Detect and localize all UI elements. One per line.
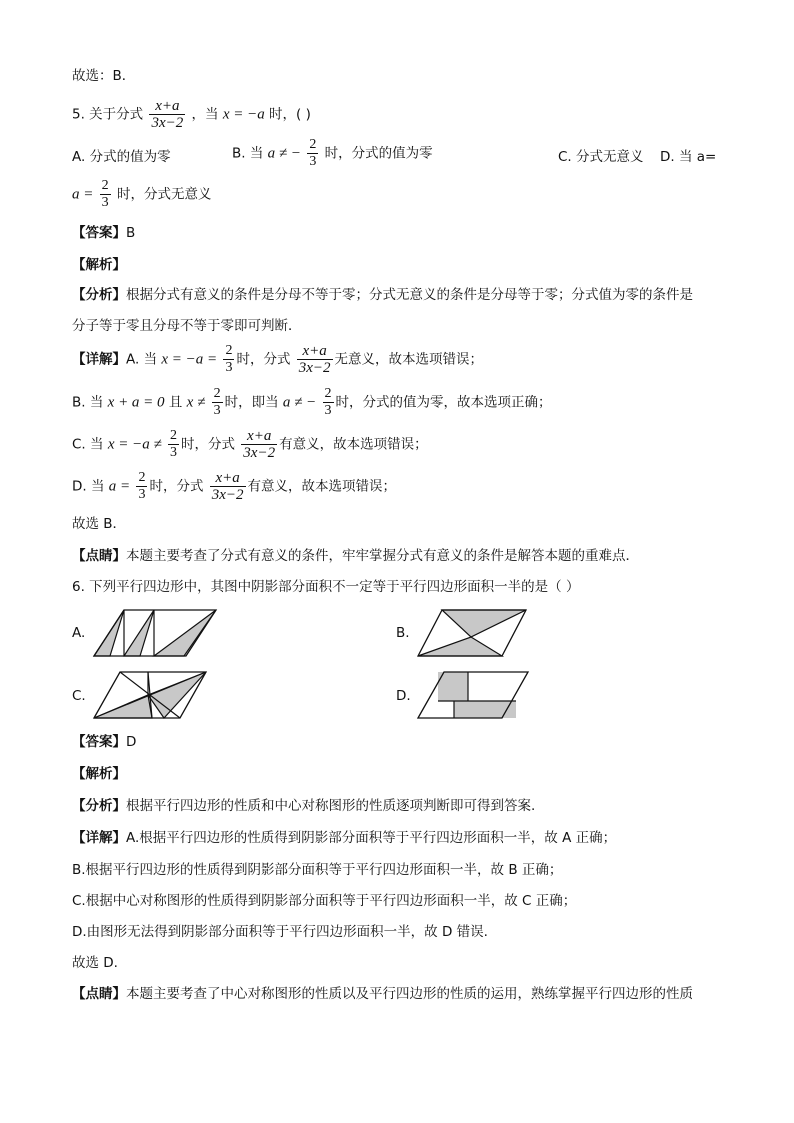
fraction: $\frac{2}{3}$	[101, 178, 109, 210]
figure-label-b: B.	[396, 625, 410, 641]
shaded-triangle	[418, 637, 502, 656]
fraction: $\frac{2}{3}$	[309, 137, 317, 169]
analysis-6: 【分析】根据平行四边形的性质和中心对称图形的性质逐项判断即可得到答案.	[72, 798, 536, 814]
parallelogram-figure-c	[92, 669, 210, 721]
question-5: 5. 关于分式 $\frac{x+a}{3x-2}$ ，当 x = −a 时，( )	[72, 98, 311, 131]
shaded-triangle	[124, 610, 154, 656]
detail-6-c: C.根据中心对称图形的性质得到阴影部分面积等于平行四边形面积一半，故 C 正确；	[72, 893, 577, 909]
analysis-header-5: 【解析】	[72, 257, 126, 273]
analysis-header-6: 【解析】	[72, 766, 126, 782]
detail-5-c: C. 当 x = −a ≠ $\frac{2}{3}$ 时，分式 $\frac{x+a}{3x-2}$ 有意义，故本选项错误；	[72, 428, 428, 461]
condition: x = −a	[222, 106, 265, 123]
detail-6-a: 【详解】A.根据平行四边形的性质得到阴影部分面积等于平行四边形面积一半，故 A 正确；	[72, 830, 617, 846]
analysis-5-line1: 【分析】根据分式有意义的条件是分母不等于零；分式无意义的条件是分母等于零；分式值为零的条件是	[72, 287, 693, 303]
option-d: D. 当 a=	[660, 149, 717, 165]
detail-5-d: D. 当 a = $\frac{2}{3}$ 时，分式 $\frac{x+a}{3x-2}$ 有意义，故本选项错误；	[72, 470, 397, 503]
question-6: 6. 下列平行四边形中，其图中阴影部分面积不一定等于平行四边形面积一半的是（ ）	[72, 579, 580, 595]
detail-6-d: D.由图形无法得到阴影部分面积等于平行四边形面积一半，故 D 错误.	[72, 924, 488, 940]
detail-5-a: 【详解】A. 当 x = −a = $\frac{2}{3}$ 时，分式 $\frac{x+a}{3x-2}$ 无意义，故本选项错误；	[72, 343, 484, 376]
figure-label-a: A.	[72, 625, 86, 641]
answer-6: 【答案】D	[72, 734, 137, 750]
detail-5-b: B. 当 x + a = 0 且 x ≠ $\frac{2}{3}$ 时，即当 a ≠ − $\frac{2}{3}$ 时，分式的值为零，故本选项正确；	[72, 386, 552, 418]
question-number: 5. 关于分式	[72, 106, 144, 123]
answer-5: 【答案】B	[72, 225, 136, 241]
shaded-rectangle	[438, 672, 468, 701]
analysis-5-line2: 分子等于零且分母不等于零即可判断．	[72, 318, 302, 334]
shaded-triangle	[148, 672, 206, 718]
comment-5: 【点睛】本题主要考查了分式有意义的条件，牢牢掌握分式有意义的条件是解答本题的重难点．	[72, 548, 639, 564]
shaded-triangle	[154, 610, 216, 656]
figure-label-c: C.	[72, 688, 86, 704]
option-d-continued: a = $\frac{2}{3}$ 时，分式无意义	[72, 178, 212, 210]
option-b: B. 当 a ≠ − $\frac{2}{3}$ 时，分式的值为零	[232, 137, 433, 169]
conclusion-6: 故选 D.	[72, 955, 118, 971]
parallelogram-figure-d	[416, 669, 532, 721]
figure-label-d: D.	[396, 688, 411, 704]
comment-6: 【点睛】本题主要考查了中心对称图形的性质以及平行四边形的性质的运用，熟练掌握平行四边形的性质	[72, 986, 693, 1002]
conclusion-5: 故选 B．	[72, 516, 127, 532]
detail-6-b: B.根据平行四边形的性质得到阴影部分面积等于平行四边形面积一半，故 B 正确；	[72, 862, 563, 878]
parallelogram-figure-a	[92, 607, 220, 659]
parallelogram-figure-b	[416, 607, 530, 659]
fraction: $\frac{x+a}{3x-2}$	[151, 98, 184, 131]
option-c: C. 分式无意义	[558, 149, 644, 165]
text-line: 故选：B．	[72, 68, 136, 84]
option-a: A. 分式的值为零	[72, 149, 171, 165]
